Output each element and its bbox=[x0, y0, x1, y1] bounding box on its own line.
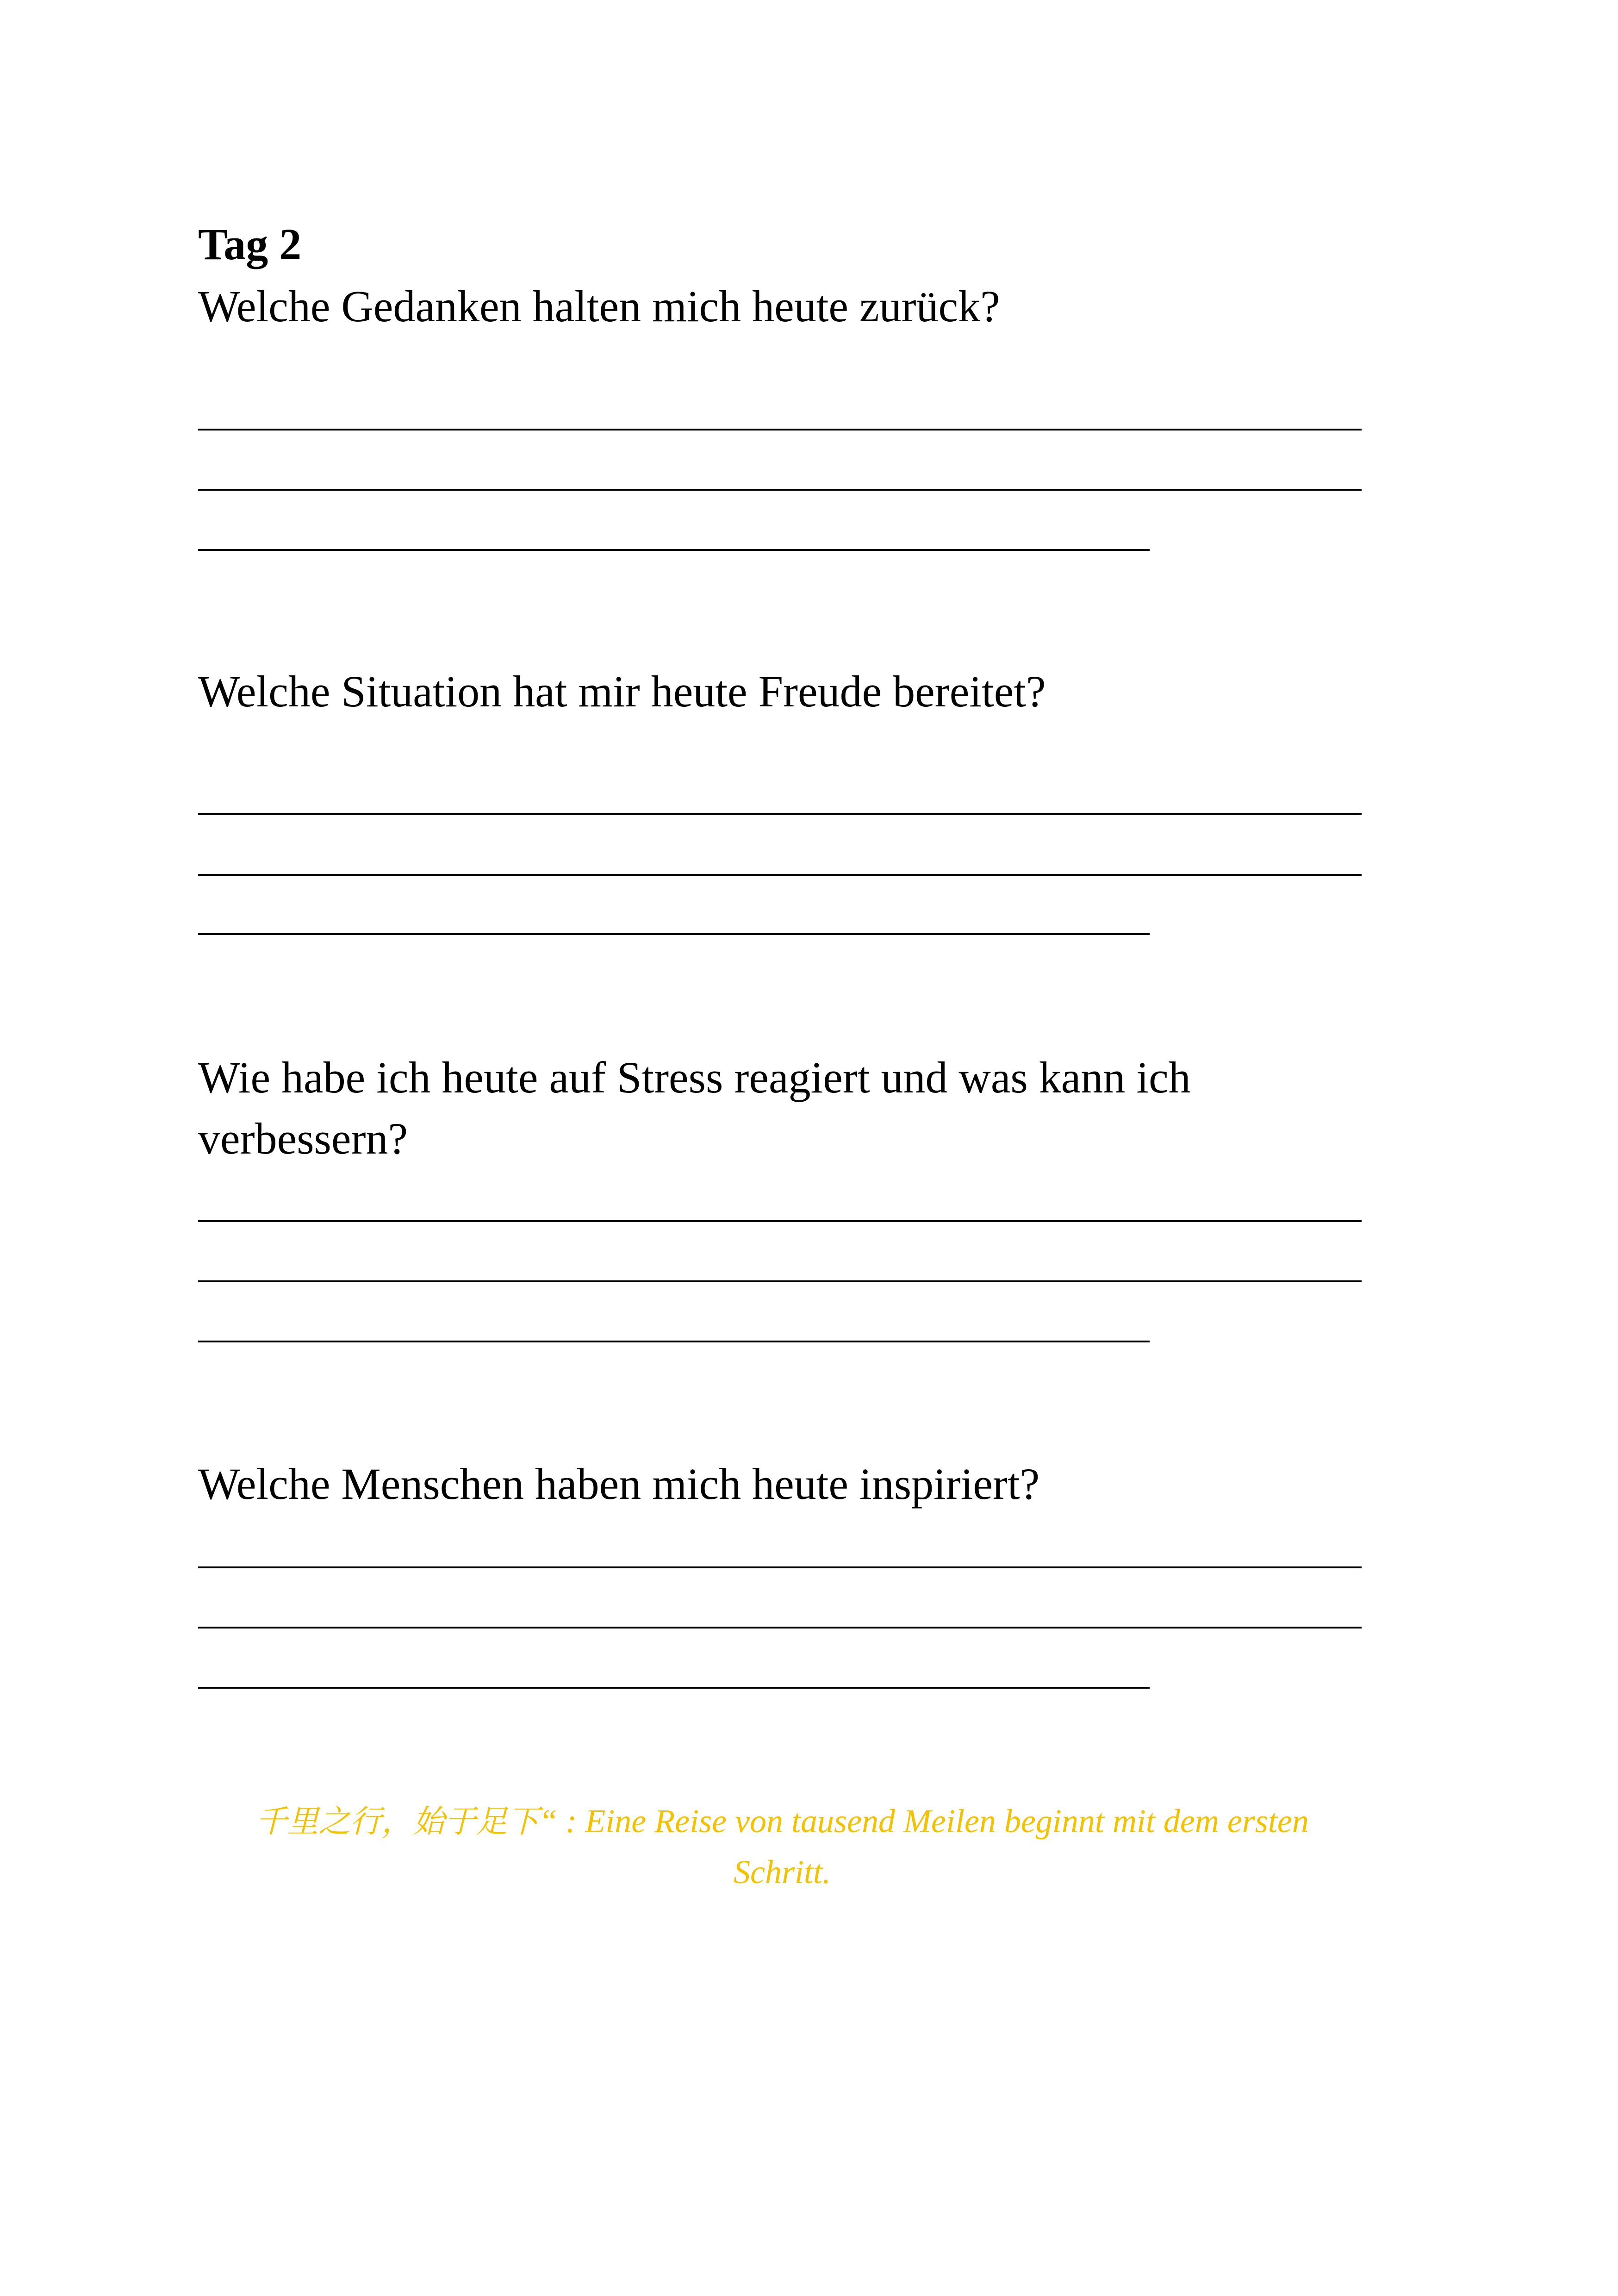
answer-line[interactable] bbox=[198, 813, 1362, 815]
answer-line[interactable] bbox=[198, 489, 1362, 491]
answer-line[interactable] bbox=[198, 1687, 1150, 1689]
day-title: Tag 2 bbox=[198, 219, 302, 269]
question-4: Welche Menschen haben mich heute inspiriert? bbox=[198, 1459, 1040, 1509]
answer-line[interactable] bbox=[198, 1341, 1150, 1342]
quote-chinese: 千里之行，始于足下 bbox=[255, 1803, 539, 1840]
answer-line[interactable] bbox=[198, 1280, 1362, 1282]
question-1: Welche Gedanken halten mich heute zurück? bbox=[198, 281, 1000, 331]
question-3: Wie habe ich heute auf Stress reagiert und was kann ich verbessern? bbox=[198, 1053, 1191, 1163]
answer-line[interactable] bbox=[198, 429, 1362, 430]
answer-line[interactable] bbox=[198, 933, 1150, 935]
answer-line[interactable] bbox=[198, 1566, 1362, 1568]
answer-line[interactable] bbox=[198, 549, 1150, 551]
answer-line[interactable] bbox=[198, 874, 1362, 876]
question-2: Welche Situation hat mir heute Freude bereitet? bbox=[198, 667, 1046, 716]
answer-line[interactable] bbox=[198, 1627, 1362, 1628]
answer-line[interactable] bbox=[198, 1220, 1362, 1222]
quote-translation: “ : Eine Reise von tausend Meilen beginnt mit dem ersten Schritt. bbox=[539, 1803, 1309, 1890]
footer-quote bbox=[213, 1796, 1351, 1897]
